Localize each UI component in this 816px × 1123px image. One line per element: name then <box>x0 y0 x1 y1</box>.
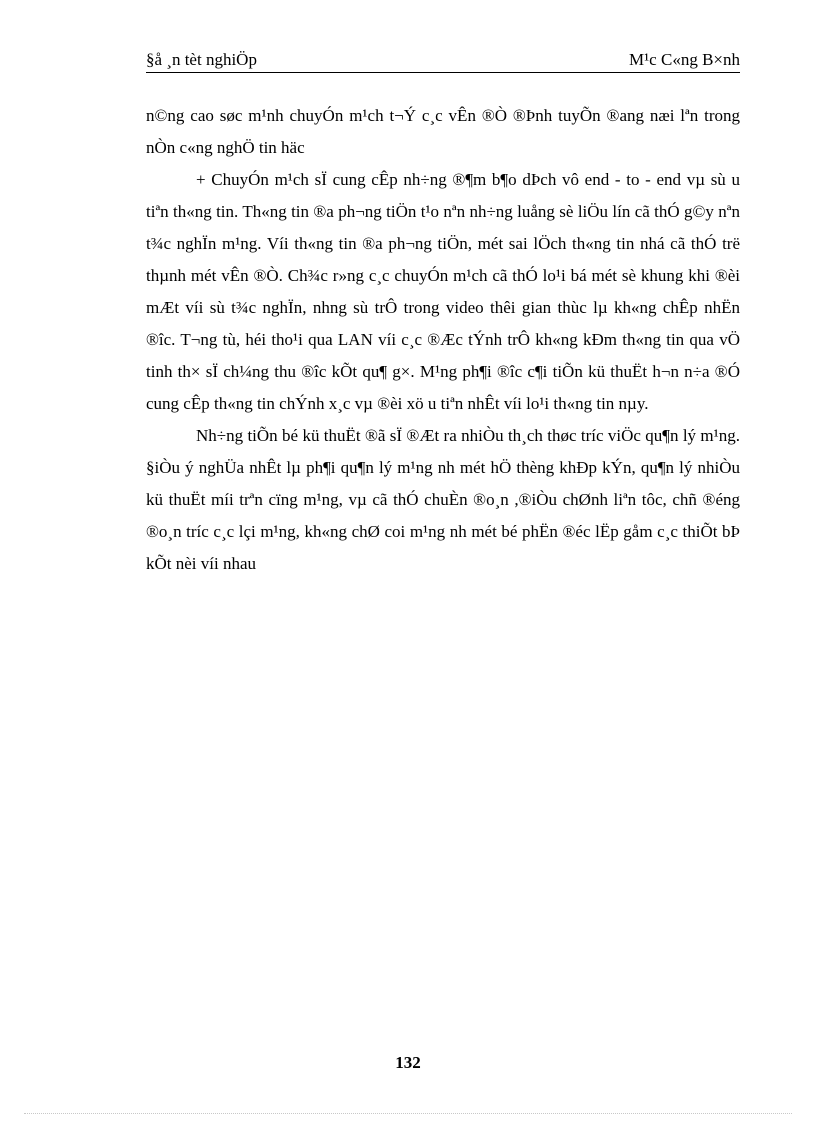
header-document-title: §å ¸n tèt nghiÖp <box>146 50 257 69</box>
body-text <box>146 100 740 580</box>
paragraph-2: + ChuyÓn m¹ch sÏ cung cÊp nh÷ng ®¶m b¶o dÞch vô end - to - end vµ sù u tiªn th«ng tin. Th«ng tin ®a ph¬ng tiÖn t¹o nªn nh÷ng luång sè liÖu lín cã thÓ g©y nªn t¾c nghÏn m¹ng. Víi th«ng tin ®a ph¬ng tiÖn, mét sai lÖch th«ng tin nhá cã thÓ trë thµnh mét vÊn ®Ò. Ch¾c r»ng c¸c chuyÓn m¹ch cã thÓ lo¹i bá mét sè khung khi ®èi mÆt víi sù t¾c nghÏn, nhng sù trÔ trong video thêi gian thùc lµ kh«ng chÊp nhËn ®îc. T¬ng tù, héi tho¹i qua LAN víi c¸c ®Æc tÝnh trÔ kh«ng kÐm th«ng tin qua vÖ tinh th× sÏ ch¼ng thu ®îc kÕt qu¶ g×. M¹ng ph¶i ®îc c¶i tiÕn kü thuËt h¬n n÷a ®Ó cung cÊp th«ng tin chÝnh x¸c vµ ®èi xö u tiªn nhÊt víi lo¹i th«ng tin nµy. <box>146 170 740 413</box>
paragraph-3: Nh÷ng tiÕn bé kü thuËt ®ã sÏ ®Æt ra nhiÒu th¸ch thøc tríc viÖc qu¶n lý m¹ng. §iÒu ý nghÜa nhÊt lµ ph¶i qu¶n lý m¹ng nh mét hÖ thèng khÐp kÝn, qu¶n lý nhiÒu kü thuËt míi trªn cïng m¹ng, vµ cã thÓ chuÈn ®o¸n ,®iÒu chØnh liªn tôc, chñ ®éng ®o¸n tríc c¸c lçi m¹ng, kh«ng chØ coi m¹ng nh mét bé phËn ®éc lËp gåm c¸c thiÕt bÞ kÕt nèi víi nhau <box>146 426 740 573</box>
page-number: 132 <box>395 1053 421 1072</box>
header-divider <box>146 72 740 73</box>
header-author-name: M¹c C«ng B×nh <box>628 50 740 69</box>
page-bottom-border <box>24 1113 792 1114</box>
page-header <box>146 50 740 72</box>
paragraph-1: n©ng cao søc m¹nh chuyÓn m¹ch t¬Ý c¸c vÊn ®Ò ®Þnh tuyÕn ®ang næi lªn trong nÒn c«ng nghÖ tin häc <box>146 106 740 157</box>
